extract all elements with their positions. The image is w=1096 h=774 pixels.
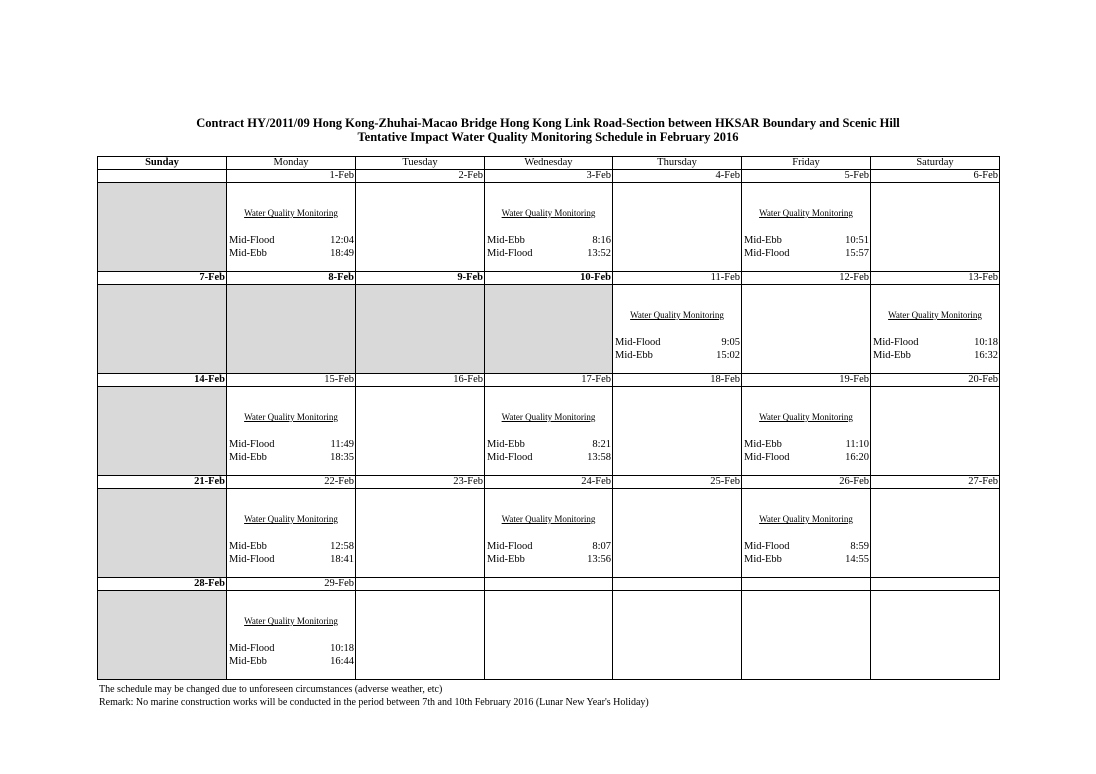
tide-name: Mid-Flood — [744, 248, 790, 259]
tide-name: Mid-Ebb — [744, 235, 782, 246]
day-cell — [227, 489, 356, 578]
tide-name: Mid-Ebb — [744, 439, 782, 450]
day-cell — [227, 387, 356, 476]
day-cell — [613, 183, 742, 272]
monitoring-label: Water Quality Monitoring — [244, 616, 338, 626]
monitoring-calendar — [97, 156, 1000, 680]
date-cell: 7-Feb — [98, 272, 227, 285]
tide-entry — [227, 540, 355, 553]
weekday-header-row — [98, 157, 1000, 170]
tide-name: Mid-Flood — [487, 452, 533, 463]
date-cell: 15-Feb — [227, 374, 356, 387]
tide-name: Mid-Ebb — [615, 350, 653, 361]
weekday-header: Wednesday — [485, 157, 613, 170]
date-cell: 9-Feb — [356, 272, 485, 285]
tide-entry — [742, 553, 870, 566]
day-cell — [742, 489, 871, 578]
tide-time: 12:58 — [330, 541, 354, 552]
day-cell — [871, 591, 1000, 680]
day-cell — [485, 591, 613, 680]
day-cell — [98, 489, 227, 578]
tide-time: 16:32 — [974, 350, 998, 361]
tide-entry — [485, 553, 612, 566]
date-row — [98, 578, 1000, 591]
tide-name: Mid-Flood — [744, 452, 790, 463]
day-cell — [871, 183, 1000, 272]
day-cell — [613, 489, 742, 578]
tide-time: 8:21 — [592, 439, 611, 450]
day-cell — [871, 387, 1000, 476]
day-cell — [356, 489, 485, 578]
tide-name: Mid-Ebb — [487, 235, 525, 246]
date-cell — [485, 578, 613, 591]
tide-time: 10:18 — [974, 337, 998, 348]
tide-entry — [613, 349, 741, 362]
date-cell: 10-Feb — [485, 272, 613, 285]
day-cell — [485, 387, 613, 476]
tide-entry — [227, 438, 355, 451]
tide-time: 18:35 — [330, 452, 354, 463]
day-cell — [742, 183, 871, 272]
tide-time: 18:49 — [330, 248, 354, 259]
tide-name: Mid-Ebb — [229, 248, 267, 259]
date-cell: 29-Feb — [227, 578, 356, 591]
tide-name: Mid-Flood — [229, 235, 275, 246]
tide-name: Mid-Flood — [229, 554, 275, 565]
date-cell — [98, 170, 227, 183]
tide-entry — [227, 553, 355, 566]
date-cell: 8-Feb — [227, 272, 356, 285]
monitoring-label: Water Quality Monitoring — [759, 208, 853, 218]
tide-time: 12:04 — [330, 235, 354, 246]
tide-time: 8:59 — [850, 541, 869, 552]
monitoring-label: Water Quality Monitoring — [501, 208, 596, 218]
day-cell — [742, 387, 871, 476]
date-cell: 12-Feb — [742, 272, 871, 285]
day-cell — [98, 387, 227, 476]
date-cell: 2-Feb — [356, 170, 485, 183]
tide-time: 15:02 — [716, 350, 740, 361]
day-body-row — [98, 387, 1000, 476]
tide-time: 13:58 — [587, 452, 611, 463]
tide-time: 14:55 — [845, 554, 869, 565]
tide-name: Mid-Ebb — [229, 656, 267, 667]
tide-time: 10:51 — [845, 235, 869, 246]
monitoring-label: Water Quality Monitoring — [244, 208, 338, 218]
tide-name: Mid-Ebb — [229, 541, 267, 552]
document-title: Contract HY/2011/09 Hong Kong-Zhuhai-Macao Bridge Hong Kong Link Road-Section between HKSAR Boundary and Scenic Hill — [196, 116, 900, 130]
day-body-row — [98, 489, 1000, 578]
document-title-block — [0, 116, 1096, 144]
day-cell — [98, 183, 227, 272]
day-cell — [485, 183, 613, 272]
tide-time: 8:16 — [592, 235, 611, 246]
weekday-header: Thursday — [613, 157, 742, 170]
day-cell — [356, 387, 485, 476]
monitoring-label: Water Quality Monitoring — [244, 514, 338, 524]
date-row — [98, 170, 1000, 183]
tide-time: 16:20 — [845, 452, 869, 463]
tide-time: 15:57 — [845, 248, 869, 259]
tide-name: Mid-Ebb — [487, 439, 525, 450]
tide-time: 8:07 — [592, 541, 611, 552]
day-cell — [871, 489, 1000, 578]
monitoring-label: Water Quality Monitoring — [501, 412, 596, 422]
date-cell: 13-Feb — [871, 272, 1000, 285]
tide-entry — [227, 451, 355, 464]
date-row — [98, 272, 1000, 285]
tide-time: 13:52 — [587, 248, 611, 259]
tide-entry — [227, 247, 355, 260]
tide-entry — [485, 540, 612, 553]
tide-entry — [742, 451, 870, 464]
date-row — [98, 374, 1000, 387]
date-cell: 25-Feb — [613, 476, 742, 489]
weekday-header: Saturday — [871, 157, 1000, 170]
date-cell — [871, 578, 1000, 591]
date-cell: 6-Feb — [871, 170, 1000, 183]
date-cell: 5-Feb — [742, 170, 871, 183]
date-cell — [742, 578, 871, 591]
monitoring-label: Water Quality Monitoring — [244, 412, 338, 422]
tide-entry — [742, 247, 870, 260]
day-body-row — [98, 285, 1000, 374]
tide-name: Mid-Flood — [615, 337, 661, 348]
day-cell — [227, 591, 356, 680]
tide-name: Mid-Flood — [873, 337, 919, 348]
date-cell: 4-Feb — [613, 170, 742, 183]
date-cell: 18-Feb — [613, 374, 742, 387]
date-cell: 16-Feb — [356, 374, 485, 387]
date-cell: 21-Feb — [98, 476, 227, 489]
tide-entry — [227, 642, 355, 655]
tide-time: 18:41 — [330, 554, 354, 565]
tide-name: Mid-Flood — [744, 541, 790, 552]
tide-entry — [485, 247, 612, 260]
tide-name: Mid-Ebb — [744, 554, 782, 565]
tide-entry — [485, 451, 612, 464]
tide-name: Mid-Flood — [487, 541, 533, 552]
tide-entry — [227, 655, 355, 668]
tide-name: Mid-Flood — [229, 643, 275, 654]
date-cell: 1-Feb — [227, 170, 356, 183]
day-cell — [485, 489, 613, 578]
date-cell: 23-Feb — [356, 476, 485, 489]
monitoring-label: Water Quality Monitoring — [501, 514, 596, 524]
day-cell — [98, 285, 227, 374]
date-cell: 27-Feb — [871, 476, 1000, 489]
day-cell — [98, 591, 227, 680]
date-cell: 24-Feb — [485, 476, 613, 489]
date-cell — [356, 578, 485, 591]
date-cell: 17-Feb — [485, 374, 613, 387]
tide-entry — [742, 540, 870, 553]
day-cell — [742, 591, 871, 680]
day-cell — [871, 285, 1000, 374]
tide-entry — [485, 234, 612, 247]
date-cell: 3-Feb — [485, 170, 613, 183]
date-cell: 26-Feb — [742, 476, 871, 489]
weekday-header: Sunday — [98, 157, 227, 170]
notes — [99, 684, 649, 709]
tide-time: 10:18 — [330, 643, 354, 654]
tide-name: Mid-Flood — [229, 439, 275, 450]
date-cell — [613, 578, 742, 591]
day-cell — [356, 183, 485, 272]
weekday-header: Monday — [227, 157, 356, 170]
tide-entry — [742, 438, 870, 451]
weekday-header: Tuesday — [356, 157, 485, 170]
day-cell — [356, 591, 485, 680]
day-body-row — [98, 591, 1000, 680]
tide-name: Mid-Ebb — [487, 554, 525, 565]
day-cell — [356, 285, 485, 374]
tide-entry — [742, 234, 870, 247]
document-subtitle: Tentative Impact Water Quality Monitoring Schedule in February 2016 — [357, 130, 739, 144]
tide-name: Mid-Ebb — [873, 350, 911, 361]
tide-name: Mid-Flood — [487, 248, 533, 259]
tide-time: 16:44 — [330, 656, 354, 667]
day-cell — [227, 285, 356, 374]
weekday-header: Friday — [742, 157, 871, 170]
monitoring-label: Water Quality Monitoring — [630, 310, 724, 320]
date-cell: 19-Feb — [742, 374, 871, 387]
tide-time: 11:10 — [845, 439, 869, 450]
date-row — [98, 476, 1000, 489]
tide-entry — [485, 438, 612, 451]
tide-entry — [227, 234, 355, 247]
day-cell — [613, 387, 742, 476]
monitoring-label: Water Quality Monitoring — [759, 514, 853, 524]
tide-time: 9:05 — [721, 337, 740, 348]
date-cell: 20-Feb — [871, 374, 1000, 387]
date-cell: 28-Feb — [98, 578, 227, 591]
monitoring-label: Water Quality Monitoring — [759, 412, 853, 422]
day-cell — [227, 183, 356, 272]
tide-name: Mid-Ebb — [229, 452, 267, 463]
tide-entry — [871, 336, 999, 349]
tide-entry — [613, 336, 741, 349]
day-cell — [485, 285, 613, 374]
monitoring-label: Water Quality Monitoring — [888, 310, 982, 320]
tide-entry — [871, 349, 999, 362]
schedule-note: The schedule may be changed due to unforeseen circumstances (adverse weather, etc) — [99, 684, 443, 695]
date-cell: 22-Feb — [227, 476, 356, 489]
tide-time: 11:49 — [330, 439, 354, 450]
day-cell — [742, 285, 871, 374]
day-cell — [613, 591, 742, 680]
remark-note: Remark: No marine construction works will be conducted in the period between 7th and 10th February 2016 (Lunar New Year's Holiday) — [99, 696, 649, 708]
tide-time: 13:56 — [587, 554, 611, 565]
day-body-row — [98, 183, 1000, 272]
date-cell: 11-Feb — [613, 272, 742, 285]
day-cell — [613, 285, 742, 374]
date-cell: 14-Feb — [98, 374, 227, 387]
